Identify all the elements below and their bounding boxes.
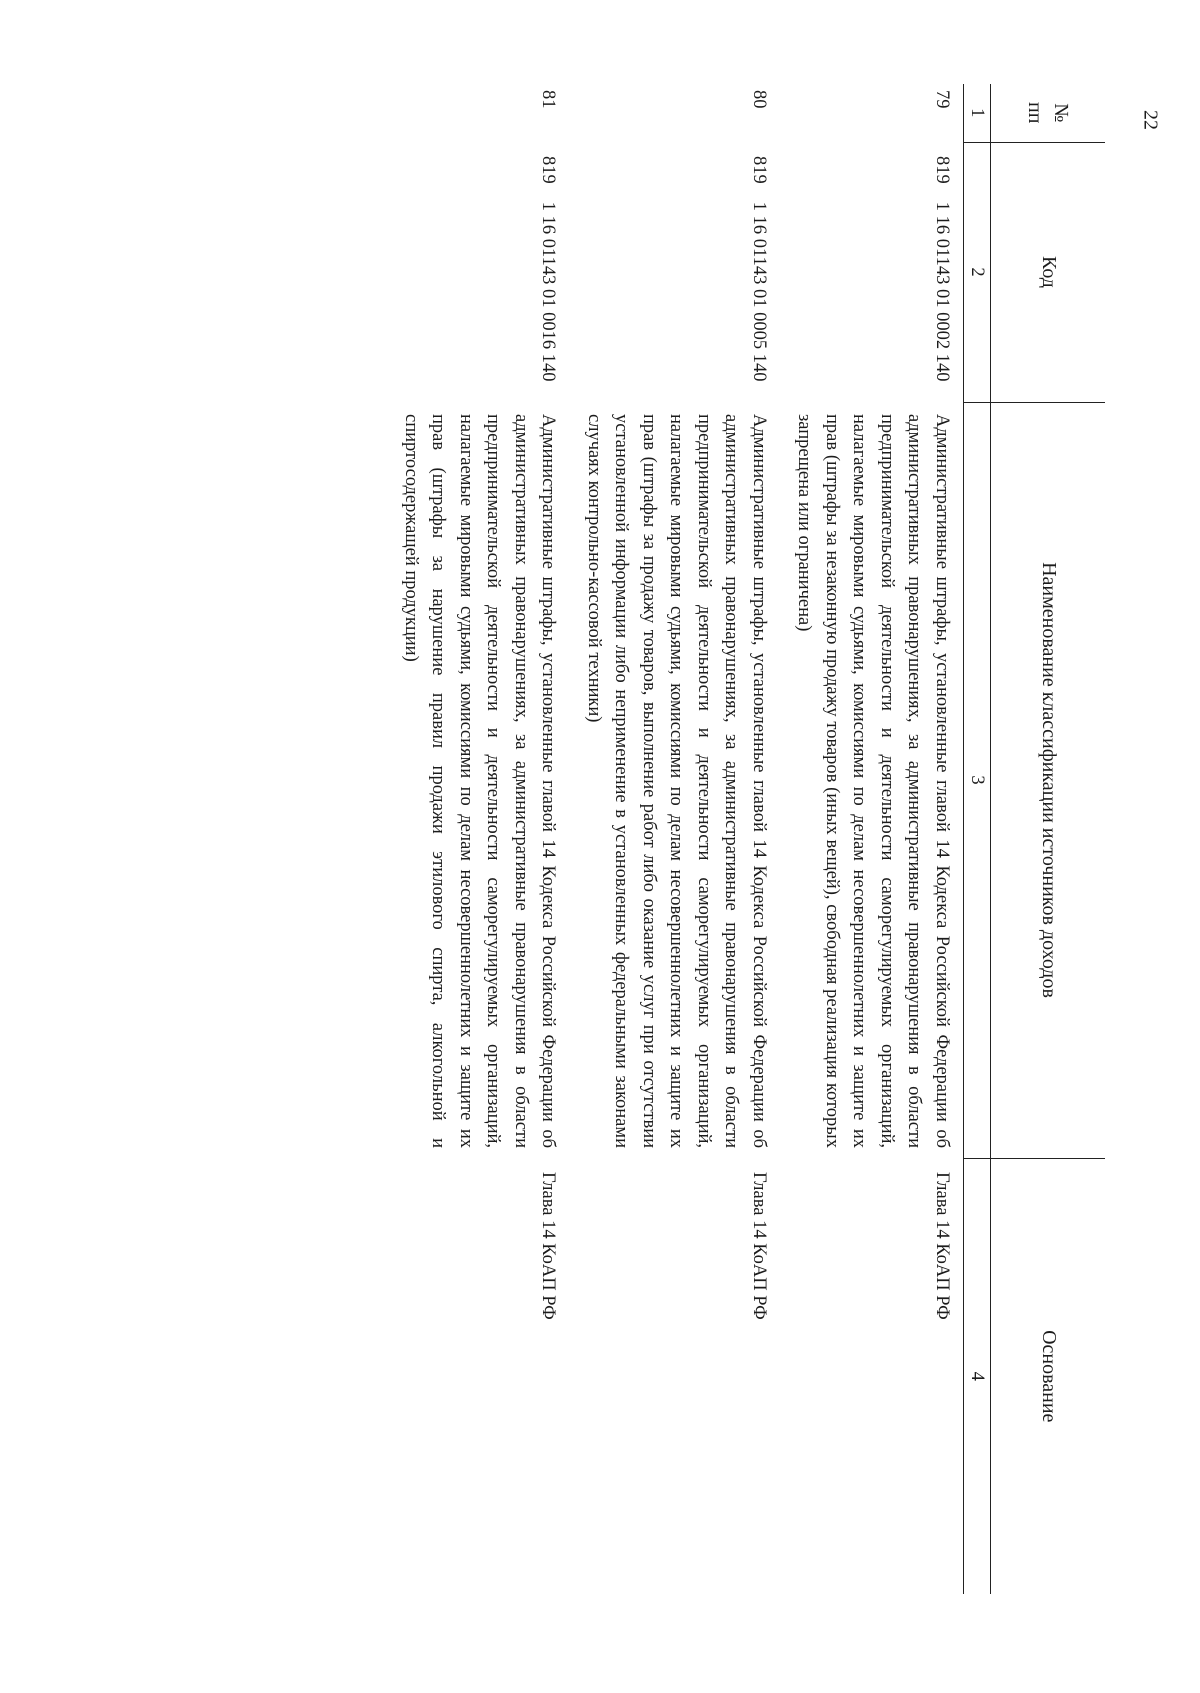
row-code bbox=[322, 142, 570, 402]
column-number-4: 4 bbox=[964, 1158, 991, 1594]
table-row bbox=[322, 84, 570, 1594]
header-name: Наименование классификации источников доходов bbox=[991, 402, 1106, 1158]
row-num: 79 bbox=[932, 90, 952, 109]
column-number-3: 3 bbox=[964, 402, 991, 1158]
column-number-1: 1 bbox=[964, 84, 991, 142]
rotated-table-container bbox=[165, 84, 1105, 1594]
table-row bbox=[570, 84, 781, 1594]
row-num: 80 bbox=[749, 90, 769, 109]
page-number: 22 bbox=[1139, 110, 1162, 130]
row-basis: Глава 14 КоАП РФ bbox=[749, 1172, 769, 1320]
table-row bbox=[780, 84, 964, 1594]
header-basis: Основание bbox=[991, 1158, 1106, 1594]
row-name: Административные штрафы, установленные главой 14 Кодекса Российской Федерации об административных правонарушениях, за административные правонарушения в области предпринимательской деятельности и деятельности саморегулируемых организаций, налагаемые мировыми судьями, комиссиями по делам несовершеннолетних и защите их прав (штрафы за нарушение правил продажи этилового спирта, алкогольной и спиртосодержащей продукции) bbox=[401, 414, 559, 1148]
admin-code: 819 bbox=[932, 156, 952, 184]
row-num: 81 bbox=[538, 90, 559, 109]
row-code bbox=[780, 142, 964, 402]
budget-code: 1 16 01143 01 0002 140 bbox=[932, 201, 952, 382]
table-header-row bbox=[991, 84, 1106, 1594]
row-name: Административные штрафы, установленные главой 14 Кодекса Российской Федерации об административных правонарушениях, за административные правонарушения в области предпринимательской деятельности и деятельности саморегулируемых организаций, налагаемые мировыми судьями, комиссиями по делам несовершеннолетних и защите их прав (штрафы за продажу товаров, выполнение работ либо оказание услуг при отсутствии установленной информации либо неприменение в установленных федеральными законами случаях контрольно-кассовой техники) bbox=[584, 414, 769, 1148]
column-number-2: 2 bbox=[964, 142, 991, 402]
header-code: Код bbox=[991, 142, 1106, 402]
row-code bbox=[570, 142, 781, 402]
admin-code: 819 bbox=[538, 156, 559, 184]
admin-code: 819 bbox=[749, 156, 769, 184]
column-numbers-row bbox=[964, 84, 991, 1594]
income-classification-table bbox=[322, 84, 1106, 1594]
header-num-line-2: пп bbox=[1024, 102, 1046, 124]
row-name: Административные штрафы, установленные главой 14 Кодекса Российской Федерации об административных правонарушениях, за административные правонарушения в области предпринимательской деятельности и деятельности саморегулируемых организаций, налагаемые мировыми судьями, комиссиями по делам несовершеннолетних и защите их прав (штрафы за незаконную продажу товаров (иных вещей), свободная реализация которых запрещена или ограничена) bbox=[794, 414, 952, 1148]
header-num bbox=[991, 84, 1106, 142]
row-basis: Глава 14 КоАП РФ bbox=[538, 1172, 559, 1320]
budget-code: 1 16 01143 01 0005 140 bbox=[749, 201, 769, 382]
budget-code: 1 16 01143 01 0016 140 bbox=[538, 201, 559, 382]
header-num-line-1: № bbox=[1050, 103, 1072, 123]
row-basis: Глава 14 КоАП РФ bbox=[932, 1172, 952, 1320]
